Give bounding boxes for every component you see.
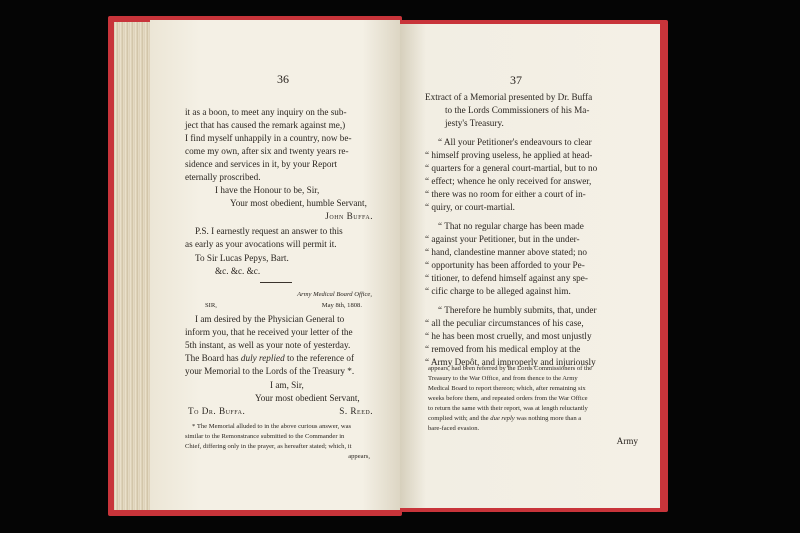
footnote-line: bare-faced evasion. (428, 425, 480, 432)
footnote-line: weeks before them, and repeated orders from the War Office (428, 395, 588, 402)
quoted-line: “ That no regular charge has been made (438, 221, 584, 231)
quoted-line: “ quarters for a general court-martial, but to no (425, 163, 598, 173)
servant-line: Your most obedient Servant, (255, 393, 360, 403)
catchword-right: Army (616, 436, 638, 446)
text-line: I am desired by the Physician General to (195, 314, 345, 324)
postscript-line: as early as your avocations will permit it. (185, 239, 337, 249)
servant-line: Your most obedient, humble Servant, (230, 198, 367, 208)
text-segment: to the reference of (284, 353, 355, 363)
right-page (400, 24, 660, 508)
text-line: it as a boon, to meet any inquiry on the sub- (185, 107, 347, 117)
page-edges (114, 22, 154, 510)
page-number-left: 36 (277, 72, 289, 86)
quoted-line: “ Army Depôt, and improperly and injuriously (425, 357, 596, 367)
quoted-line: “ against your Petitioner, but in the under- (425, 234, 580, 244)
addressee-line: To Sir Lucas Pepys, Bart. (195, 253, 289, 263)
text-segment: complied with; and the (428, 415, 491, 422)
quoted-line: “ All your Petitioner's endeavours to clear (438, 137, 592, 147)
quoted-line: “ all the peculiar circumstances of his case, (425, 318, 584, 328)
quoted-line: “ removed from his medical employ at the (425, 344, 581, 354)
text-line: inform you, that he received your letter of the (185, 327, 353, 337)
quoted-line: “ opportunity has been afforded to your Pe- (425, 260, 585, 270)
memorial-heading: to the Lords Commissioners of his Ma- (445, 105, 590, 115)
quoted-line: “ there was no room for either a court of in- (425, 189, 586, 199)
closing-line: I have the Honour to be, Sir, (215, 185, 320, 195)
closing-line: I am, Sir, (270, 380, 304, 390)
footnote-line: Treasury to the War Office, and from thence to the Army (428, 375, 578, 382)
text-segment-italic: due reply (490, 415, 515, 422)
text-line: your Memorial to the Lords of the Treasury *. (185, 366, 355, 376)
text-line: ject that has caused the remark against me,) (185, 120, 346, 130)
page-number-right: 37 (510, 73, 522, 87)
addressee-buffa: To Dr. Buffa. (188, 406, 246, 416)
footnote-line: Chief, differing only in the prayer, as hereafter stated; which, it (185, 443, 352, 450)
text-line: I find myself unhappily in a country, now be- (185, 133, 352, 143)
quoted-line: “ he has been most cruelly, and most unjustly (425, 331, 592, 341)
text-segment: was nothing more than a (514, 415, 582, 422)
text-line: come my own, after six and twenty years re- (185, 146, 349, 156)
quoted-line: “ effect; whence he only received for answer, (425, 176, 592, 186)
signature-reed: S. Reed. (339, 406, 373, 416)
text-line: 5th instant, as well as your note of yesterday. (185, 340, 351, 350)
text-line: sidence and services in it, by your Report (185, 159, 338, 169)
quoted-line: “ hand, clandestine manner above stated; no (425, 247, 587, 257)
text-line: eternally proscribed. (185, 172, 261, 182)
memorial-heading: jesty's Treasury. (445, 118, 504, 128)
text-line (185, 352, 354, 365)
catchword-left: appears, (348, 453, 370, 460)
quoted-line: “ himself proving useless, he applied at head- (425, 150, 593, 160)
signature-buffa: John Buffa. (325, 211, 373, 221)
left-page (150, 20, 400, 510)
quoted-line: “ titioner, to defend himself against any spe- (425, 273, 588, 283)
memorial-heading: Extract of a Memorial presented by Dr. Buffa (425, 92, 593, 102)
footnote-line: similar to the Remonstrance submitted to the Commander in (185, 433, 345, 440)
quoted-line: “ quiry, or court-martial. (425, 202, 515, 212)
salutation: SIR, (205, 302, 217, 309)
quoted-line: “ Therefore he humbly submits, that, under (438, 305, 597, 315)
footnote-line (428, 414, 581, 424)
office-heading: Army Medical Board Office, (297, 291, 372, 298)
text-segment-italic: duly replied (240, 353, 285, 363)
footnote-line: appears, had been referred by the Lords Commissioners of the (428, 365, 593, 372)
footnote-line: Medical Board to report thereon; which, after remaining six (428, 385, 586, 392)
etc-line: &c. &c. &c. (215, 266, 261, 276)
section-divider (260, 282, 292, 283)
footnote-line: * The Memorial alluded to in the above curious answer, was (192, 423, 352, 430)
postscript-line: P.S. I earnestly request an answer to this (195, 226, 343, 236)
text-segment: The Board has (185, 353, 241, 363)
letter-date: May 8th, 1808. (321, 302, 362, 309)
quoted-line: “ cific charge to be alleged against him. (425, 286, 571, 296)
footnote-line: to return the same with their report, was at length reluctantly (428, 405, 588, 412)
